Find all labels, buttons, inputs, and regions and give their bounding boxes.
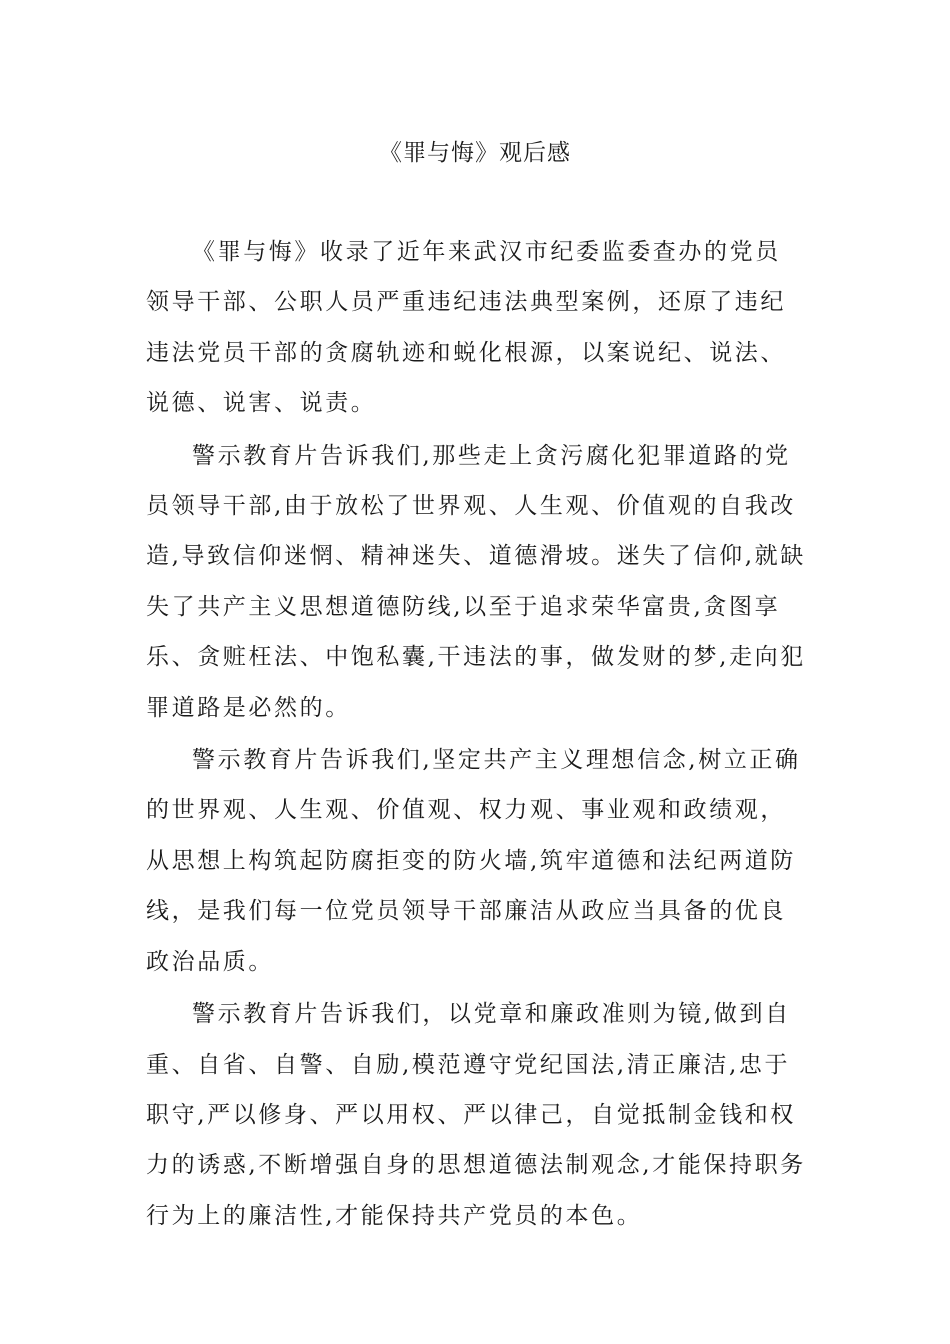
- paragraph-4: 警示教育片告诉我们，以党章和廉政准则为镜,做到自重、自省、自警、自励,模范遵守党纪国法,清正廉洁,忠于职守,严以修身、严以用权、严以律己，自觉抵制金钱和权力的诱惑,不断增强自身的思想道德法制观念,才能保持职务行为上的廉洁性,才能保持共产党员的本色。: [146, 1001, 806, 1229]
- paragraph-2: 警示教育片告诉我们,那些走上贪污腐化犯罪道路的党员领导干部,由于放松了世界观、人生观、价值观的自我改造,导致信仰迷惘、精神迷失、道德滑坡。迷失了信仰,就缺失了共产主义思想道德防线,以至于追求荣华富贵,贪图享乐、贪赃枉法、中饱私囊,干违法的事，做发财的梦,走向犯罪道路是必然的。: [146, 442, 806, 721]
- paragraph-1: 《罪与悔》收录了近年来武汉市纪委监委查办的党员领导干部、公职人员严重违纪违法典型案例，还原了违纪违法党员干部的贪腐轨迹和蜕化根源，以案说纪、说法、说德、说害、说责。: [146, 239, 786, 417]
- document-body: [146, 227, 806, 1241]
- paragraph-3: 警示教育片告诉我们,坚定共产主义理想信念,树立正确的世界观、人生观、价值观、权力观、事业观和政绩观，从思想上构筑起防腐拒变的防火墙,筑牢道德和法纪两道防线，是我们每一位党员领导干部廉洁从政应当具备的优良政治品质。: [146, 747, 801, 975]
- document-title: 《罪与悔》观后感: [379, 140, 571, 166]
